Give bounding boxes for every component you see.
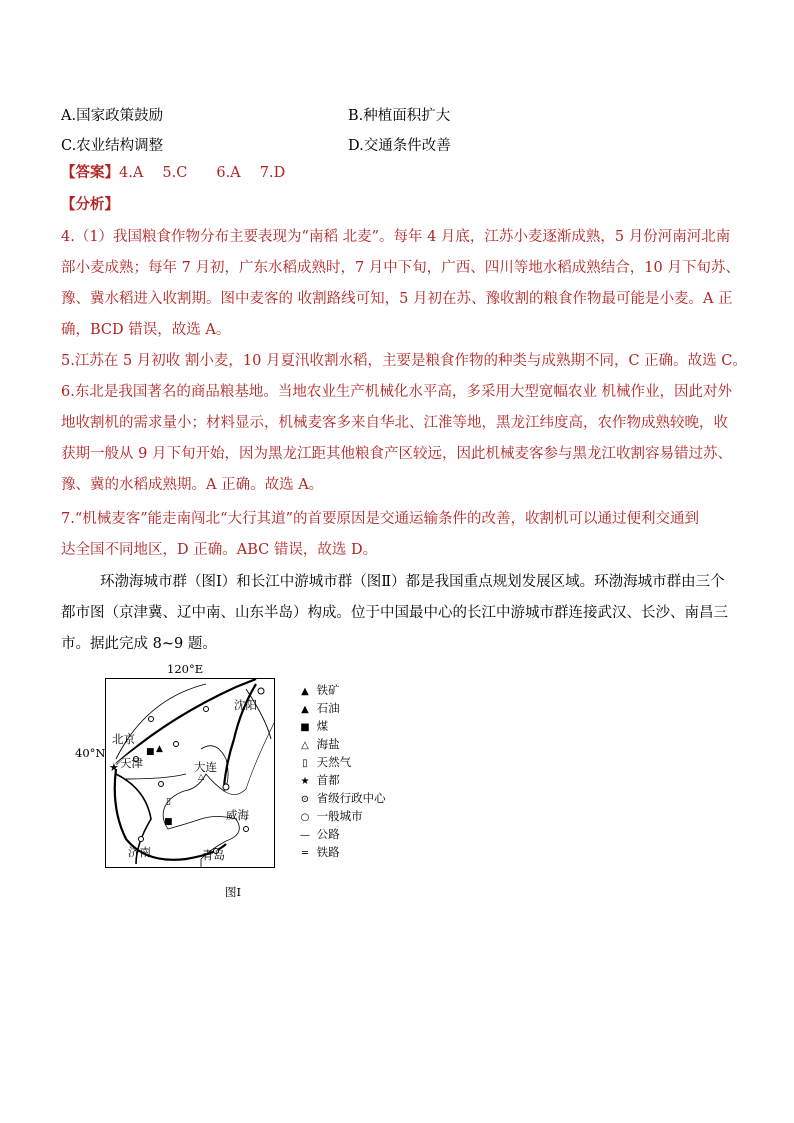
- legend-item: [297, 808, 363, 824]
- city-marker: [174, 742, 179, 747]
- legend-label: 石油: [316, 701, 340, 715]
- answer-tag: 【答案】: [61, 164, 119, 181]
- coal-symbol: ■: [146, 747, 155, 757]
- legend-label: 煤: [316, 719, 329, 733]
- legend-item: [297, 700, 340, 716]
- option-c: C.农业结构调整: [61, 138, 164, 154]
- city-label-qingdao: 青岛: [202, 848, 225, 862]
- legend-label: 天然气: [316, 755, 352, 769]
- city-marker-dalian: [223, 784, 229, 790]
- legend-label: 海盐: [316, 737, 340, 751]
- coastline-liaodong: [224, 719, 275, 795]
- salt-symbol: △: [198, 772, 205, 781]
- legend-item: [297, 844, 340, 860]
- legend-symbol: ★: [300, 776, 310, 787]
- map-frame: [105, 678, 275, 868]
- legend-label: 铁路: [316, 845, 340, 859]
- legend-symbol: △: [301, 740, 309, 751]
- city-label-tianjin: 天津: [120, 756, 143, 770]
- legend-symbol: ═: [301, 848, 309, 859]
- gas-symbol: ▯: [166, 797, 171, 807]
- legend-symbol: ○: [300, 812, 310, 823]
- option-b: B.种植面积扩大: [348, 108, 451, 124]
- city-marker-jinan: [139, 837, 144, 842]
- option-a: A.国家政策鼓励: [61, 108, 164, 124]
- iron-symbol: ▲: [156, 744, 163, 754]
- city-marker: [149, 717, 154, 722]
- city-marker-weihai: [244, 827, 249, 832]
- capital-star: ★: [109, 761, 119, 774]
- legend-label: 公路: [316, 827, 340, 841]
- city-marker-shenyang: [258, 688, 264, 694]
- legend-item: [297, 718, 328, 734]
- analysis-line: 部小麦成熟；每年 7 月初，广东水稻成熟时，7 月中下旬，广西、四川等地水稻成熟结合，10 月下旬苏、: [61, 260, 740, 276]
- analysis-line: 确，BCD 错误，故选 A。: [61, 322, 231, 338]
- latitude-label: 40°N: [75, 746, 106, 760]
- legend-symbol: ▯: [302, 758, 308, 769]
- legend-symbol: ▲: [301, 686, 309, 697]
- legend-item: [297, 682, 340, 698]
- legend-symbol: ■: [300, 722, 310, 733]
- passage-line: 都市图（京津冀、辽中南、山东半岛）构成。位于中国最中心的长江中游城市群连接武汉、长沙、南昌三: [61, 605, 728, 621]
- highway-line: [126, 774, 186, 779]
- legend-label: 首都: [316, 773, 340, 787]
- legend-label: 省级行政中心: [316, 791, 386, 805]
- analysis-line: 豫、冀的水稻成熟期。A 正确。故选 A。: [61, 477, 324, 493]
- railway-line: [116, 679, 256, 764]
- city-label-beijing: 北京: [112, 732, 135, 746]
- analysis-line: 达全国不同地区，D 正确。ABC 错误，故选 D。: [61, 542, 378, 558]
- city-marker: [159, 782, 164, 787]
- coal-symbol: ■: [164, 817, 173, 827]
- passage-line: 市。据此完成 8~9 题。: [61, 636, 217, 652]
- passage-line: 环渤海城市群（图Ⅰ）和长江中游城市群（图Ⅱ）都是我国重点规划发展区域。环渤海城市群由三个: [100, 574, 725, 590]
- railway-line-inner: [116, 691, 234, 764]
- legend-symbol: —: [300, 830, 310, 841]
- legend-label: 铁矿: [316, 683, 340, 697]
- legend-item: [297, 826, 340, 842]
- legend-item: [297, 754, 351, 770]
- analysis-line: 7.“机械麦客”能走南闯北“大行其道”的首要原因是交通运输条件的改善，收割机可以通过便利交通到: [61, 511, 699, 527]
- option-d: D.交通条件改善: [348, 138, 451, 154]
- analysis-tag: 【分析】: [61, 196, 119, 213]
- city-label-weihai: 威海: [226, 808, 249, 822]
- analysis-line: 地收割机的需求量小；材料显示，机械麦客多来自华北、江淮等地，黑龙江纬度高，农作物成熟较晚，收: [61, 415, 728, 431]
- city-label-shenyang: 沈阳: [234, 698, 257, 712]
- legend-label: 一般城市: [316, 809, 363, 823]
- analysis-line: 豫、冀水稻进入收割期。图中麦客的 收割路线可知，5 月初在苏、豫收割的粮食作物最可能是小麦。A 正: [61, 291, 733, 307]
- answer-line: [61, 163, 285, 183]
- map-figure: [75, 660, 405, 900]
- legend-item: [297, 736, 340, 752]
- analysis-line: 获期一般从 9 月下旬开始，因为黑龙江距其他粮食产区较远，因此机械麦客参与黑龙江收割容易错过苏、: [61, 446, 732, 462]
- analysis-line: 5.江苏在 5 月初收 割小麦，10 月夏汛收割水稻，主要是粮食作物的种类与成熟期不同，C 正确。故选 C。: [61, 353, 747, 369]
- legend-symbol: ⊙: [300, 794, 310, 805]
- legend-symbol: ▲: [301, 704, 309, 715]
- city-label-dalian: 大连: [194, 760, 217, 774]
- city-marker: [204, 707, 209, 712]
- longitude-label: 120°E: [167, 662, 204, 676]
- analysis-line: 6.东北是我国著名的商品粮基地。当地农业生产机械化水平高，多采用大型宽幅农业 机械作业，因此对外: [61, 384, 732, 400]
- city-label-jinan: 济南: [128, 845, 151, 859]
- analysis-header: [61, 195, 119, 215]
- figure-caption: 图Ⅰ: [225, 885, 242, 899]
- answer-text: 4.A 5.C 6.A 7.D: [119, 165, 286, 181]
- legend-item: [297, 772, 340, 788]
- analysis-line: 4.（1）我国粮食作物分布主要表现为“南稻 北麦”。每年 4 月底，江苏小麦逐渐成熟，5 月份河南河北南: [61, 229, 731, 245]
- legend-item: [297, 790, 386, 806]
